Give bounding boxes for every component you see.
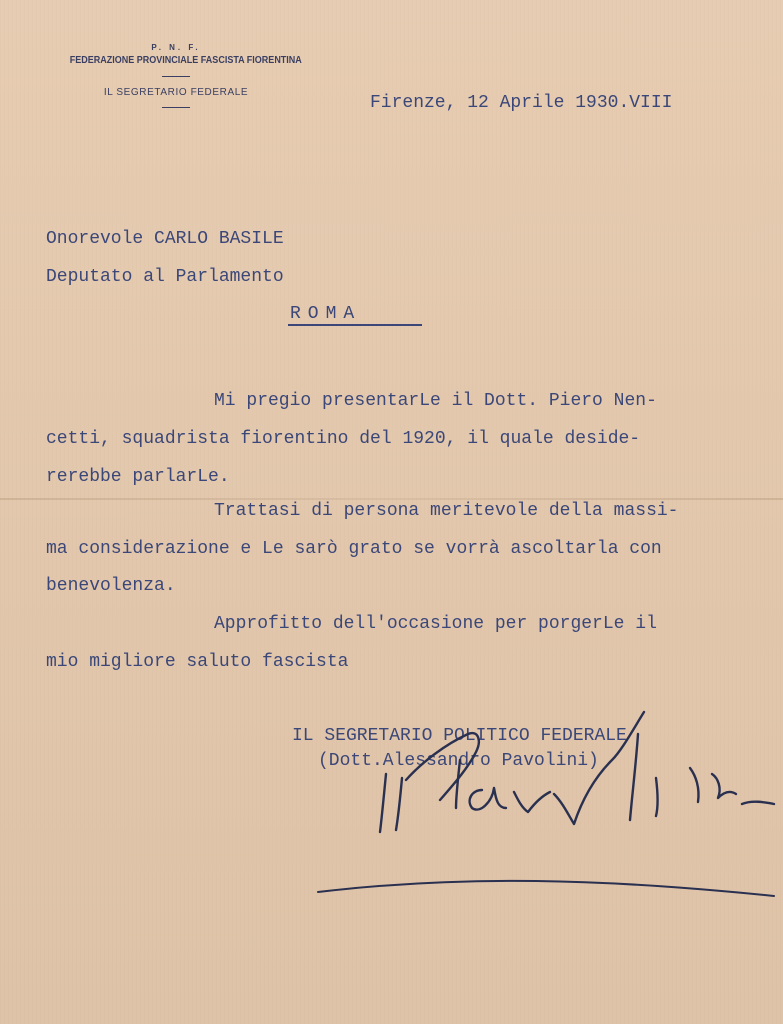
body-line: Mi pregio presentarLe il Dott. Piero Nen- <box>214 391 657 411</box>
recipient-title: Deputato al Parlamento <box>46 267 284 287</box>
body-line: rerebbe parlarLe. <box>46 467 230 487</box>
body-line: Trattasi di persona meritevole della massi- <box>214 501 679 521</box>
recipient-city: ROMA <box>290 304 362 324</box>
body-line: cetti, squadrista fiorentino del 1920, il quale deside- <box>46 429 641 449</box>
body-line: mio migliore saluto fascista <box>46 652 349 672</box>
body-line: benevolenza. <box>46 576 176 596</box>
city-underline <box>288 324 422 326</box>
body-line: ma considerazione e Le sarò grato se vorrà ascoltarla con <box>46 539 662 559</box>
recipient-name: Onorevole CARLO BASILE <box>46 229 284 249</box>
signature-name: (Dott.Alessandro Pavolini) <box>318 751 599 771</box>
date-line: Firenze, 12 Aprile 1930.VIII <box>370 93 673 113</box>
letterhead-party: P. N. F. <box>151 43 201 52</box>
letterhead-divider <box>162 76 190 77</box>
letterhead-office: IL SEGRETARIO FEDERALE <box>103 87 249 98</box>
body-line: Approfitto dell'occasione per porgerLe il <box>214 614 657 634</box>
letterhead-federation: FEDERAZIONE PROVINCIALE FASCISTA FIORENTINA <box>69 55 302 66</box>
signature-title: IL SEGRETARIO POLITICO FEDERALE <box>292 726 627 746</box>
handwritten-signature <box>360 704 780 854</box>
signature-underline <box>316 872 776 900</box>
letterhead <box>58 42 302 108</box>
letterhead-divider-bottom <box>162 107 190 108</box>
